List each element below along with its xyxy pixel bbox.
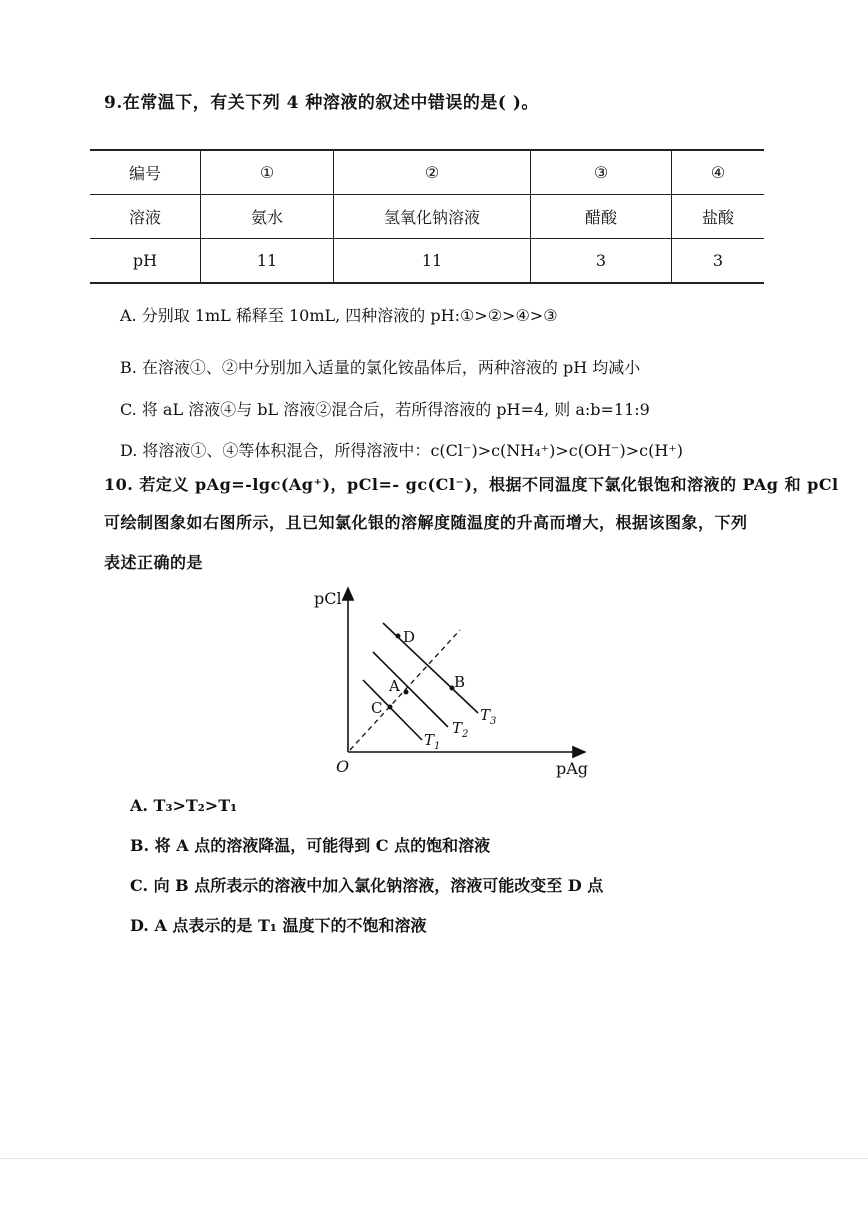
point-d-label: D <box>403 628 416 646</box>
question-9-title: 9.在常温下，有关下列 4 种溶液的叙述中错误的是( )。 <box>104 93 539 113</box>
table-cell: ④ <box>672 150 765 195</box>
question-10-title-line3: 表述正确的是 <box>104 553 204 572</box>
point-a-marker <box>404 690 409 695</box>
q10-option-c: C. 向 B 点所表示的溶液中加入氯化钠溶液，溶液可能改变至 D 点 <box>130 876 604 895</box>
point-c-marker <box>388 705 393 710</box>
table-cell: 氨水 <box>201 195 334 239</box>
x-axis-label: pAg <box>556 759 589 778</box>
curve-t2-label: $T_2$ <box>452 719 469 740</box>
point-c-label: C <box>371 699 383 717</box>
curve-t2 <box>373 652 448 727</box>
q9-option-c: C. 将 aL 溶液④与 bL 溶液②混合后，若所得溶液的 pH=4, 则 a:b=11:9 <box>120 400 650 419</box>
table-cell: 11 <box>201 239 334 284</box>
page-divider <box>0 1158 868 1159</box>
question-10-title-line2: 可绘制图象如右图所示，且已知氯化银的溶解度随温度的升高而增大，根据该图象，下列 <box>104 513 748 532</box>
solubility-figure <box>300 580 600 780</box>
table-cell: 3 <box>531 239 672 284</box>
table-row <box>90 150 764 195</box>
table-cell: 氢氧化钠溶液 <box>334 195 531 239</box>
point-b-label: B <box>454 673 466 691</box>
table-cell: 溶液 <box>90 195 201 239</box>
table-cell: 3 <box>672 239 765 284</box>
q9-option-a: A. 分别取 1mL 稀释至 10mL, 四种溶液的 pH:①>②>④>③ <box>120 306 558 325</box>
q9-option-d-text: D. 将溶液①、④等体积混合，所得溶液中： <box>120 441 431 460</box>
table-row <box>90 239 764 284</box>
table-cell: pH <box>90 239 201 284</box>
table-cell: 醋酸 <box>531 195 672 239</box>
curve-t1-label: $T_1$ <box>424 731 441 752</box>
point-d-marker <box>396 634 401 639</box>
curve-t3-label: $T_3$ <box>480 706 497 727</box>
q10-option-d: D. A 点表示的是 T₁ 温度下的不饱和溶液 <box>130 916 427 935</box>
q9-option-b: B. 在溶液①、②中分别加入适量的氯化铵晶体后，两种溶液的 pH 均减小 <box>120 358 641 377</box>
table-cell: ② <box>334 150 531 195</box>
q10-option-a: A. T₃>T₂>T₁ <box>130 796 238 815</box>
table-cell: 盐酸 <box>672 195 765 239</box>
table-cell: 编号 <box>90 150 201 195</box>
table-cell: 11 <box>334 239 531 284</box>
origin-label: O <box>336 757 350 776</box>
question-10-title-line1: 10. 若定义 pAg=-lgc(Ag⁺)，pCl=- gc(Cl⁻)，根据不同温度下氯化银饱和溶液的 PAg 和 pCl <box>104 475 839 494</box>
table-cell: ① <box>201 150 334 195</box>
q9-option-d <box>120 438 683 461</box>
y-axis-label: pCl <box>314 589 342 608</box>
table-row <box>90 195 764 239</box>
q10-option-b: B. 将 A 点的溶液降温，可能得到 C 点的饱和溶液 <box>130 836 491 855</box>
table-cell: ③ <box>531 150 672 195</box>
solutions-table <box>90 149 764 284</box>
q9-option-d-expression: c(Cl⁻)>c(NH₄⁺)>c(OH⁻)>c(H⁺) <box>430 441 683 460</box>
point-a-label: A <box>389 677 400 695</box>
